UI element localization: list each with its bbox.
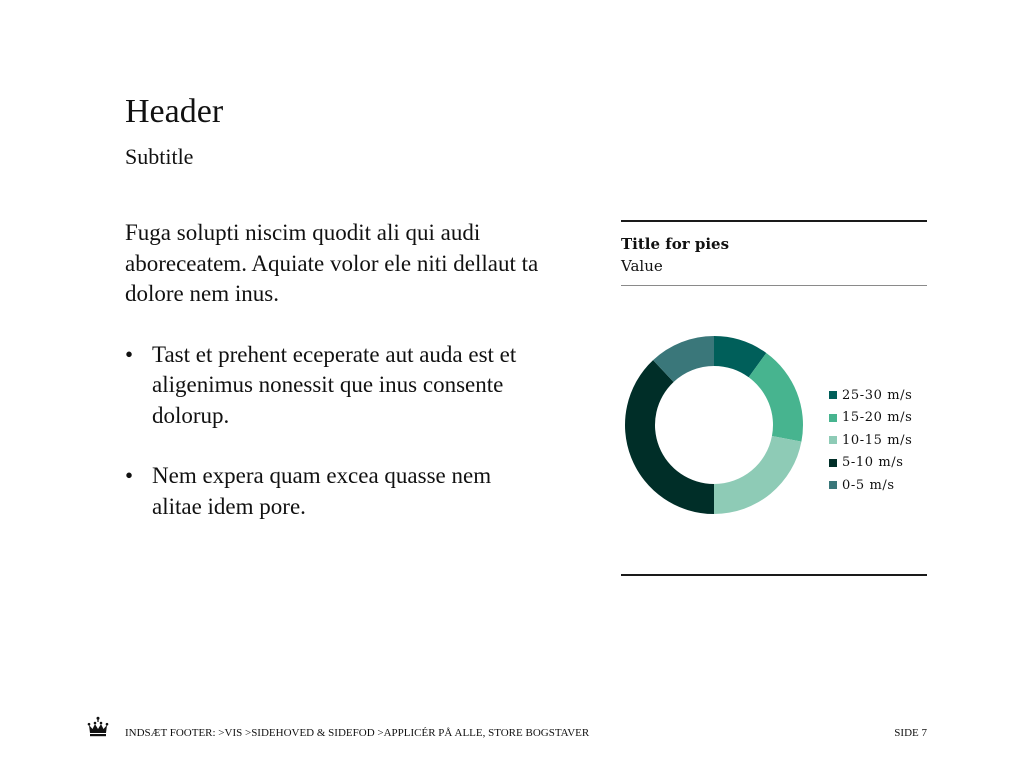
donut-slice-5-10 m/s xyxy=(625,360,714,514)
donut-slice-15-20 m/s xyxy=(749,353,803,442)
legend-item xyxy=(829,429,912,452)
crown-icon xyxy=(86,716,110,740)
legend-item xyxy=(829,452,912,475)
footer-text: INDSÆT FOOTER: >VIS >SIDEHOVED & SIDEFOD >APPLICÉR PÅ ALLE, STORE BOGSTAVER xyxy=(125,727,590,739)
intro-paragraph: Fuga solupti niscim quodit ali qui audi aboreceatem. Aquiate volor ele niti dellaut ta dolore nem inus. xyxy=(125,220,539,306)
slide-subtitle: Subtitle xyxy=(125,144,194,169)
chart-subtitle: Value xyxy=(621,257,663,275)
body-text xyxy=(125,218,570,552)
legend-label: 0-5 m/s xyxy=(842,477,895,493)
chart-bottom-rule xyxy=(621,574,927,576)
legend-swatch xyxy=(829,391,837,399)
chart-title: Title for pies xyxy=(621,235,730,253)
legend-swatch xyxy=(829,459,837,467)
bullet-text: Tast et prehent eceperate aut auda est et aligenimus nonessit que inus consente dolorup. xyxy=(152,341,517,428)
legend-label: 5-10 m/s xyxy=(842,455,904,471)
bullet-text: Nem expera quam excea quasse nem alitae idem pore. xyxy=(152,463,492,519)
legend-label: 15-20 m/s xyxy=(842,410,913,426)
chart-legend xyxy=(829,384,912,497)
legend-item xyxy=(829,474,912,497)
bullet-item xyxy=(125,340,545,432)
chart-top-rule xyxy=(621,220,927,222)
donut-slice-10-15 m/s xyxy=(714,436,801,514)
page-number: SIDE 7 xyxy=(894,727,927,739)
donut-chart xyxy=(621,332,807,518)
bullet-marker: • xyxy=(125,463,134,488)
bullet-marker: • xyxy=(125,341,134,367)
legend-label: 10-15 m/s xyxy=(842,432,913,448)
legend-item xyxy=(829,407,912,430)
bullet-list xyxy=(125,340,545,523)
slide-header: Header xyxy=(125,93,224,130)
legend-swatch xyxy=(829,481,837,489)
pie-chart-panel xyxy=(621,220,927,577)
bullet-item xyxy=(125,461,545,522)
legend-swatch xyxy=(829,414,837,422)
legend-swatch xyxy=(829,436,837,444)
chart-divider-rule xyxy=(621,285,927,286)
legend-item xyxy=(829,384,912,407)
legend-label: 25-30 m/s xyxy=(842,387,913,403)
